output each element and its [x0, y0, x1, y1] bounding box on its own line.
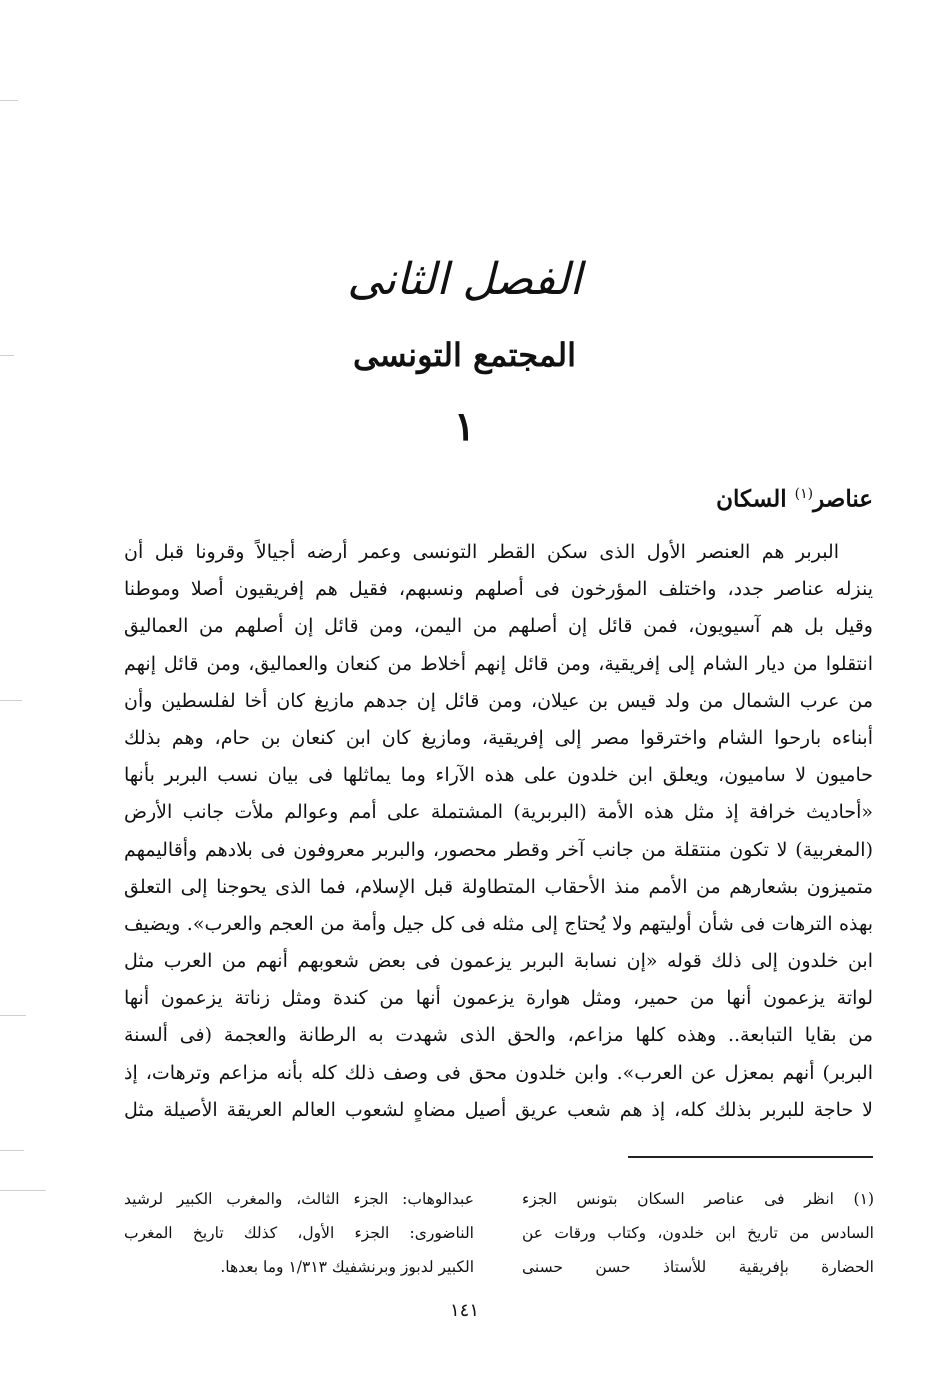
body-line: أبناءه بارحوا الشام واخترقوا مصر إلى إفريقية، ومازيغ كان ابن كنعان بن حام، وهم بذلك	[124, 726, 873, 749]
body-line: لا حاجة للبربر بذلك كله، إذ هم شعب عريق أصيل مضاهٍ لشعوب العالم العريقة الأصيلة مثل	[124, 1098, 873, 1121]
body-line: لواتة يزعمون أنها من حمير، ومثل هوارة يزعمون أنها من كندة ومثل زناتة يزعمون أنها	[124, 987, 873, 1010]
scan-edge-mark	[0, 1190, 46, 1191]
body-line: من عرب الشمال من ولد قيس بن عيلان، ومن قائل إن جدهم مازيغ كان أخا لفلسطين وأن	[124, 689, 873, 712]
body-line: وقيل بل هم آسيويون، فمن قائل إن أصلهم من اليمن، ومن قائل إن أصلهم من العماليق	[124, 615, 873, 638]
footnote-line: (١) انظر فى عناصر السكان بتونس الجزء	[522, 1190, 874, 1208]
scan-edge-mark	[0, 1150, 24, 1151]
body-line: انتقلوا من ديار الشام إلى إفريقية، ومن قائل إنهم أخلاط من كنعان والعماليق، ومن قائل إنهم	[124, 652, 873, 675]
body-line: البربر) أنهم بمعزل عن العرب». وابن خلدون محق فى وصف ذلك كله بأنه مزاعم وترهات، إذ	[124, 1061, 873, 1084]
body-text	[124, 534, 873, 1129]
scan-edge-mark	[0, 355, 14, 356]
section-heading-word-2: السكان	[716, 485, 795, 513]
footnote-line: الحضارة بإفريقية للأستاذ حسن حسنى	[522, 1258, 874, 1276]
scan-edge-mark	[0, 700, 22, 701]
body-line: ابن خلدون إلى ذلك قوله «إن نسابة البربر يزعمون فى بعض شعوبهم أنهم من العرب مثل	[124, 950, 873, 973]
scan-edge-mark	[0, 1015, 26, 1016]
body-line: (المغربية) لا تكون منتقلة من جانب آخر وقطر محصور، والبربر معروفون فى بلادهم وأقاليمهم	[124, 838, 873, 861]
footnote-line: السادس من تاريخ ابن خلدون، وكتاب ورقات عن	[522, 1224, 874, 1242]
footnote-column-left	[124, 1182, 474, 1284]
body-line: حاميون لا ساميون، ويعلق ابن خلدون على هذه الآراء وما يماثلها فى بيان نسب البربر بأنها	[124, 764, 873, 787]
page-number: ١٤١	[449, 1300, 479, 1321]
body-line: «أحاديث خرافة إذ مثل هذه الأمة (البربرية) المشتملة على أمم وعوالم ملأت جانب الأرض	[124, 801, 873, 824]
footnote-column-right	[522, 1182, 874, 1284]
body-line: البربر هم العنصر الأول الذى سكن القطر التونسى وعمر أرضه أجيالاً وقرونا قبل أن	[124, 541, 839, 563]
footnote-divider	[628, 1156, 873, 1158]
scan-edge-mark	[0, 100, 18, 101]
footnote-line: عبدالوهاب: الجزء الثالث، والمغرب الكبير لرشيد	[124, 1190, 474, 1208]
body-line: متميزون بشعارهم من الأمم منذ الأحقاب المتطاولة قبل الإسلام، فما الذى يحوجنا إلى التعلق	[124, 875, 873, 898]
footnote-reference: (١)	[794, 486, 814, 502]
chapter-title: المجتمع التونسى	[352, 336, 577, 374]
body-line: ينزله عناصر جدد، واختلف المؤرخون فى أصلهم ونسبهم، فقيل هم إفريقيون أصلا وموطنا	[124, 578, 873, 601]
footnote-line: الكبير لدبوز وبرنشفيك ١/٣١٣ وما بعدها.	[220, 1258, 474, 1276]
section-heading	[716, 474, 873, 520]
section-number: ١	[453, 403, 476, 450]
section-heading-word-1: عناصر	[813, 485, 873, 513]
footnote-line: الناضورى: الجزء الأول، كذلك تاريخ المغرب	[124, 1224, 474, 1242]
body-line: بهذه الترهات فى شأن أوليتهم ولا يُحتاج إلى مثله فى كل جيل وأمة من العجم والعرب». ويضيف	[124, 912, 873, 935]
body-line: من بقايا التبابعة.. وهذه كلها مزاعم، والحق الذى شهدت به الرطانة والعجمة (فى ألسنة	[124, 1024, 873, 1047]
chapter-label: الفصل الثانى	[347, 254, 582, 305]
